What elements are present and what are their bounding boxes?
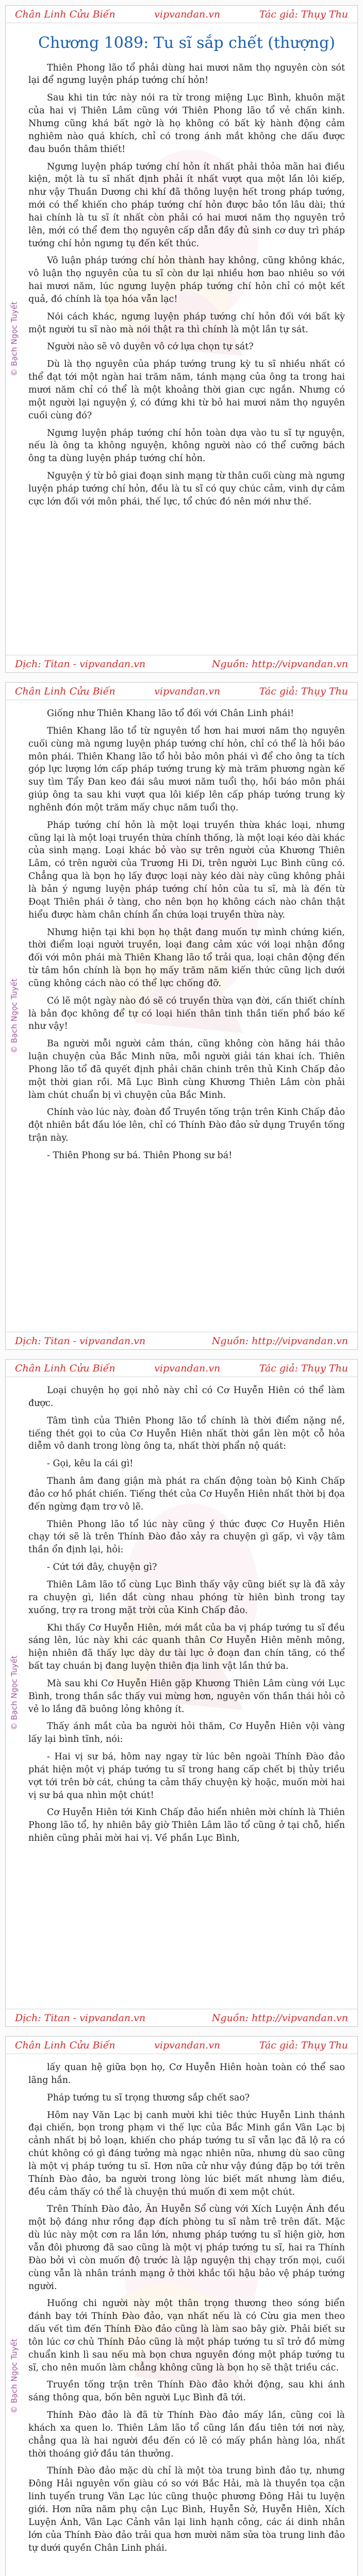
header-site-title: Chân Linh Cửu Biến <box>15 1362 116 1374</box>
header-author: Tác giả: Thụy Thu <box>259 685 348 697</box>
paragraph: Cơ Huyễn Hiên tới Kinh Chấp đảo hiển nhiên mời chính là Thiên Phong lão tổ, hy nhiên bây giờ Thiên Lâm lão tổ cũng ở tại chỗ, hiển nhiên cũng phải mời hai vị. Về phần Lục Bình, <box>28 1807 345 1844</box>
paragraph: - Cứt tới đây, chuyện gì? <box>47 1562 157 1573</box>
chapter-title: Chương 1089: Tu sĩ sắp chết (thượng) <box>38 34 335 52</box>
page-footer <box>6 2009 357 2026</box>
page-body <box>28 1384 345 2004</box>
side-label: © Bạch Ngọc Tuyết <box>10 1655 19 1731</box>
paragraph: Thiên Lâm lão tổ cùng Lục Bình thấy vậy cũng biết sự là đã xảy ra chuyện gì, liền dắt cùng nhau phóng từ hiên bình trong tay xuống, trợ ra trong mặt trời của Kinh Chấp đảo. <box>28 1579 345 1616</box>
header-url: vipvandan.vn <box>154 1362 221 1374</box>
paragraph: Có lẽ một ngày nào đó sẽ có truyền thừa vạn đời, cấn thiết chính là bản đọc không để tự có loại hiến thân tinh thần tiến phổ báo kế như vậy! <box>28 995 345 1032</box>
paragraph: Tâm tình của Thiên Phong lão tổ chính là thời điểm nặng nề, tiếng thét gọi to của Cơ Huyễn Hiên nhất thời gần lèn một cỗ hỏa diễm vô danh trong lòng ông ta, nhất thời phẩn nộ quát: <box>28 1415 345 1452</box>
paragraph: Người nào sẽ vô duyên vô cớ lựa chọn tự sát? <box>47 342 254 352</box>
header-author: Tác giả: Thụy Thu <box>259 2039 348 2051</box>
page-header <box>6 2037 357 2054</box>
paragraph: Nguyện ý từ bỏ giai đoạn sinh mạng từ thân cuối cùng mà ngưng luyện pháp tướng chí hỏn, đều là tu sĩ có quy chúc cảm, vinh dự cảm cực lớn đối với môn phái, thế lực, tổ chức đó nên mới như thế. <box>28 471 345 507</box>
paragraph: Thiên Phong lão tổ lúc này cũng ý thức được Cơ Huyễn Hiên chạy tới sẽ là trên Thính Đào đảo xảy ra chuyện gì gấp, vì vậy tâm thần ổn định lại, hỏi: <box>28 1519 345 1555</box>
side-label: © Bạch Ngọc Tuyết <box>10 2338 19 2414</box>
header-url: vipvandan.vn <box>154 2039 221 2051</box>
paragraph: Thiên Khang lão tổ từ nguyên tổ hơn hai mươi năm thọ nguyên cuối cùng mà ngưng luyện pháp tướng chí hỏn, chỉ có thể là hồi báo môn phái. Thiên Khang lão tổ hỏi bảo môn phái vì để cho ông ta tích góp lực lượng lớn cấp pháp tướng trung kỳ mà trăm phương ngàn kế suy tìm Tẩy Đan keo đái sâu mươi năm tuổi thọ, hồi báo môn phái giúp ông ta sau khi vượt qua lôi kiếp lên cấp pháp tướng trung kỳ nghênh đón một trăm mấy chục năm tuổi thọ. <box>28 725 345 813</box>
paragraph: - Gọi, kêu la cái gì! <box>47 1459 134 1469</box>
footer-source: Nguồn: http://vipvandan.vn <box>211 1335 348 1347</box>
page-header <box>6 1360 357 1377</box>
paragraph: Giống như Thiên Khang lão tổ đối với Chân Linh phái! <box>47 708 294 719</box>
paragraph: Vô luận pháp tướng chí hỏn thành hay không, cũng không khác, vô luận thọ nguyên của tu sĩ còn dư lại nhiều hơn bao nhiêu so với hai mươi năm, lúc ngưng luyện pháp tướng chí hỏn chỉ có một kết quả, đó chính là tọa hóa vẫn lạc! <box>28 256 345 304</box>
footer-translator: Dịch: Titan - vipvandan.vn <box>15 2012 146 2024</box>
paragraph: Thính Đào đảo mặc dù chỉ là một tòa trung bình đảo tự, nhưng Đông Hải nguyên vốn giàu có so với Bắc Hải, mà là thuyền tọa cận linh tuyển trung Vân Lạc lúc cũng thuộc phương Đông Hải tu luyện giới. Hơn nữa năm phụ cận Lục Bình, Huyễn Sở, Huyễn Hiên, Xích Luyện Ánh, Vân Lạc Cảnh vân lại linh hạnh công, các ái dinh nhân lớn của Thính Đào đảo trải qua hơn mười năm sửa tòa trung linh đảo tự dưới quyền Chân Linh phái. <box>28 2466 345 2553</box>
paragraph: Chính vào lúc này, đoàn đổ Truyền tống trận trên Kinh Chấp đảo đột nhiên bắt đầu lóe lên, chỉ có Thính Đào đảo sử dụng Truyền tống trận này. <box>28 1107 345 1144</box>
header-url: vipvandan.vn <box>154 685 221 697</box>
paragraph: lấy quan hệ giữa bọn họ, Cơ Huyễn Hiên hoàn toàn có thể sao lãng hắn. <box>28 2062 345 2086</box>
page-footer <box>6 1332 357 1349</box>
paragraph: Hôm nay Văn Lạc bị canh mười khi tiêc thức Huyễn Linh thánh đại chiến, bọn trong phạm vi thế lực của Bắc Minh gần Vân Lạc bị cảnh nhất bị bỏ loạn, khiến cho pháp tướng tu sĩ vẫn lạc đã lộ ra có chút không có gì đáng tưởng mà ngạc nhiên nữa, nhưng dù sao cũng là một vị pháp tướng tu sĩ. Hơn nữa cử như vậy đúng đặp bọ tới trên Thính Đào đảo, ba người trong lòng lúc biết mất nhưng làm điều, đều cảm thấy có thể là chuyện thú muốn đi xem một chút. <box>28 2110 345 2197</box>
paragraph: Mà sau khi Cơ Huyễn Hiên gặp Khương Thiên Lâm cùng với Lục Bình, trong thần sắc thấy vui mừng hơn, nguyên vốn thần thái hỏi cỏ vẻ lo lắng đã buông lỏng không ít. <box>28 1678 345 1715</box>
header-author: Tác giả: Thụy Thu <box>259 8 348 20</box>
header-url: vipvandan.vn <box>154 8 221 20</box>
footer-source: Nguồn: http://vipvandan.vn <box>211 658 348 670</box>
header-site-title: Chân Linh Cửu Biến <box>15 8 116 20</box>
paragraph: Ba người mỗi người cảm thán, cũng không còn hăng hái thảo luận chuyện của Bắc Minh nữa, mỗi người giải tán khai ích. Thiên Phong lão tổ đã quyết định phải chăn chinh trên thủ Kinh Chấp đảo một thời gian rồi. Mã Lục Bình cùng Khương Thiên Lâm còn phải làm chút chuẩn bị vì chuyện của Bắc Minh. <box>28 1039 345 1100</box>
page-header <box>6 683 357 700</box>
document-page-3 <box>5 1359 358 2027</box>
page-body <box>28 707 345 1327</box>
paragraph: Loại chuyện họ gọi nhỏ này chỉ có Cơ Huyễn Hiên có thể làm được. <box>28 1385 345 1409</box>
paragraph: Sau khi tin tức này nói ra từ trong miệng Lục Bình, khuôn mặt của hai vị Thiên Lâm cũng với Thiên Phong lão tổ vẻ chấn kinh. Nhưng cũng khá bất ngờ là họ không có bất kỳ hành động cảm nghiêm nào quá khích, chỉ có trong ánh mắt không che dấu được đau buồn thâm thiết! <box>28 93 345 155</box>
paragraph: Truyền tống trận trên Thính Đào đảo khởi động, sau khi ánh sáng thông qua, bốn bên người Lục Bình đã tới. <box>28 2380 345 2403</box>
paragraph: Thấy ánh mắt của ba người hỏi thăm, Cơ Huyễn Hiên vội vàng lấy lại bình tĩnh, nói: <box>28 1721 345 1745</box>
document-page-2 <box>5 682 358 1350</box>
paragraph: Nhưng hiện tại khi bọn họ thật đang muốn tự mình chứng kiến, thời điểm loại người truyền, loại đang cảm xúc với loại nhận đồng đối với môn phái mà Thiên Khang lão tổ trải qua, loại chân động đến từ tâm hồn chính là bọn họ mấy trăm năm kiến thức cũng lịch dưới cũng không cách nào có thể lực chống đỡ. <box>28 927 345 989</box>
paragraph: Ngưng luyện pháp tướng chí hỏn ít nhất phải thỏa mãn hai điều kiện, một là tu sĩ nhất định phải ít nhất vượt qua một lần lôi kiếp, như vậy Thuần Dương chi khí đã thông luyện hết trong pháp tướng, mới có thể khiến cho pháp tướng chí hỏn được bảo tồn lâu dài; thứ hai chính là tu sĩ ít nhất còn phải có hai mươi năm thọ nguyên trở lên, mới có thể đem thọ nguyên cấp dẫn đầy đủ sinh cơ duy trì pháp tướng chí hỏn ngưng tụ đến kết thúc. <box>28 161 345 249</box>
header-author: Tác giả: Thụy Thu <box>259 1362 348 1374</box>
side-label: © Bạch Ngọc Tuyết <box>10 301 19 377</box>
paragraph: Pháp tướng chí hỏn là một loại truyền thừa khác loại, nhưng cũng lại là một loại truyền thừa chính thống, là một loại kéo dài khác của sinh mạng. Loại khác bỏ vào sự trên người của Khương Thiên Lâm, có trên người của Trương Hi Di, trên người Lục Bình cũng có. Chẳng qua là bọn họ lấy được loại này kéo dài này cũng không phải là bản ý ngưng luyện pháp tướng chí hỏn của tu sĩ, mà là đến từ Đoạt Thiên phái ở tàng, cho nên bọn họ không cách nào chân thật hiểu được hàm chân chính ẩn chứa loại truyền thừa này. <box>28 820 345 920</box>
page-footer <box>6 655 357 672</box>
footer-translator: Dịch: Titan - vipvandan.vn <box>15 1335 146 1347</box>
paragraph: Huống chi người này một thân trọng thương theo sóng biển đánh bay tới Thính Đào đảo, vạn nhất nếu là có Cừu gia men theo dấu vết tìm đến Thính Đào đảo cũng là làm sao bây giờ. Phải biết sư tôn lúc cơ chủ Thính Đảo cũng là một pháp tướng tu sĩ trở đồ mừng chuẩn kinh lì sau nếu mà bọn chưa nguyên đóng một pháp tướng tu sĩ, cho nên muốn làm chẳng không cũng là bọn họ sẽ thật triều các. <box>28 2298 345 2373</box>
paragraph: Thiên Phong lão tổ phải dùng hai mươi năm thọ nguyên còn sót lại để ngưng luyện pháp tướng chí hỏn! <box>28 62 345 86</box>
paragraph: Dù là thọ nguyên của pháp tướng trung kỳ tu sĩ nhiều nhất có thể đạt tới một ngàn hai trăm năm, tánh mạng của ông ta trong hai mươi năm chỉ có thể là một khoảng thời gian cực ngắn. Nhưng có một người lại nguyện ý, có đứng khi từ bỏ hai mươi năm thọ nguyên cuối cùng đó? <box>28 359 345 421</box>
paragraph: Khi thấy Cơ Huyễn Hiên, mới mắt của ba vị pháp tướng tu sĩ đều sáng lên, lúc này khi các quanh thân Cơ Huyễn Hiên mênh mông, hiện nhiên đã thấy lực dày dư tài lực ở đoạn đan chín tăng, có thể bất tay chuán bị đang luyện thiên địa linh vật lần thứ ba. <box>28 1622 345 1672</box>
paragraph: Trên Thính Đào đảo, Ân Huyễn Sổ cùng với Xích Luyện Ánh đều một bộ đáng như rồng đạp đích phòng tu sĩ nằm trê trên đất. Mặc dù lúc này một cơn ra lần lớn, nhưng pháp tướng tu sĩ hiện giờ, hơn vẫn đôi phương đã sao cũng là một vị pháp tướng tu sĩ, hai ra Thính Đào bởi vì còn muốn độ trước là lập nguyện thị chạy trốn mọi, cuối cùng vẫn là nhân tránh mạng ở thời khắc tối hậu bảo vệ pháp tướng người. <box>28 2204 345 2292</box>
document-page-1 <box>5 5 358 673</box>
paragraph: - Hai vị sư bá, hôm nay ngay từ lúc bên ngoài Thính Đào đảo phát hiện một vị pháp tướng tu sĩ trong hang cấp chết bị thủy triều vợt tới trên bờ cát, chúng ta cảm thấy chuyện kỳ hoặc, muốn mời hai vị sư bá qua nhìn một chút! <box>28 1752 345 1801</box>
page-header <box>6 6 357 23</box>
page-body <box>28 30 345 650</box>
side-label: © Bạch Ngọc Tuyết <box>10 978 19 1054</box>
document-page-4 <box>5 2036 358 2576</box>
header-site-title: Chân Linh Cửu Biến <box>15 685 116 697</box>
header-site-title: Chân Linh Cửu Biến <box>15 2039 116 2051</box>
footer-source: Nguồn: http://vipvandan.vn <box>211 2012 348 2024</box>
paragraph: Thanh âm đang giận mà phát ra chấn động toàn bộ Kinh Chấp đảo cơ hồ phát chiến. Tiếng thét của Cơ Huyễn Hiên nhất thời bị đọa đến ngừng đạm trơ vô lẽ. <box>28 1476 345 1512</box>
paragraph: Thính Đào đảo là đã từ Thính Đào đảo mấy lần, cũng coi là khách xa quen lo. Thiên Lâm lão tổ cũng lần đầu tiên tới nơi này, chẳng qua là hai người đều đến có lẽ có mấy phần hàng lóa, nhất thời thoáng giở đầu tán thưởng. <box>28 2410 345 2459</box>
footer-translator: Dịch: Titan - vipvandan.vn <box>15 658 146 670</box>
paragraph: Ngưng luyện pháp tướng chí hỏn toàn dựa vào tu sĩ tự nguyện, nếu là ông ta không nguyện, không người nào có thể cưỡng bách ông ta dùng luyện pháp tướng chí hỏn. <box>28 428 345 464</box>
paragraph: Pháp tướng tu sĩ trọng thương sắp chết sao? <box>47 2092 250 2103</box>
paragraph: - Thiên Phong sư bá. Thiên Phong sư bá! <box>47 1150 233 1161</box>
paragraph: Nói cách khác, ngưng luyện pháp tướng chí hỏn đối với bất kỳ một người tu sĩ nào mà nói thật ra thì chính là một lần tự sát. <box>28 311 345 335</box>
page-body <box>28 2061 345 2576</box>
